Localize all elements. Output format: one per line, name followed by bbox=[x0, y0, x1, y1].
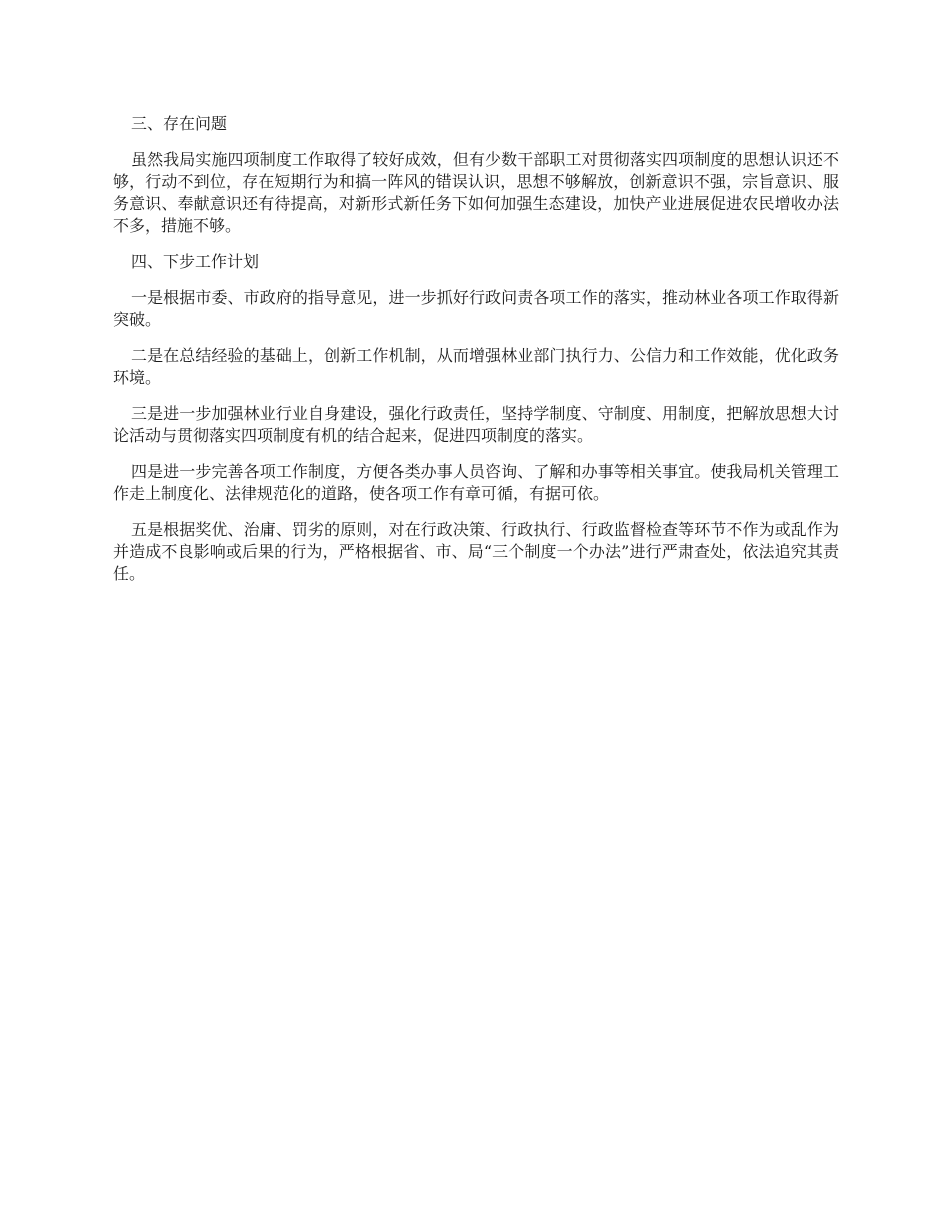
paragraph-plan-5: 五是根据奖优、治庸、罚劣的原则，对在行政决策、行政执行、行政监督检查等环节不作为或乱作为并造成不良影响或后果的行为，严格根据省、市、局“三个制度一个办法”进行严肃查处，依法追究其责任。 bbox=[113, 520, 839, 583]
section-heading-next-plan: 四、下步工作计划 bbox=[131, 252, 260, 271]
paragraph-plan-2: 二是在总结经验的基础上，创新工作机制，从而增强林业部门执行力、公信力和工作效能，优化政务环境。 bbox=[113, 346, 839, 387]
paragraph-plan-4: 四是进一步完善各项工作制度，方便各类办事人员咨询、了解和办事等相关事宜。使我局机关管理工作走上制度化、法律规范化的道路，使各项工作有章可循，有据可依。 bbox=[113, 462, 839, 503]
paragraph-plan-3: 三是进一步加强林业行业自身建设，强化行政责任，坚持学制度、守制度、用制度，把解放思想大讨论活动与贯彻落实四项制度有机的结合起来，促进四项制度的落实。 bbox=[113, 404, 839, 445]
paragraph-problems: 虽然我局实施四项制度工作取得了较好成效，但有少数干部职工对贯彻落实四项制度的思想认识还不够，行动不到位，存在短期行为和搞一阵风的错误认识，思想不够解放，创新意识不强，宗旨意识、服务意识、奉献意识还有待提高，对新形式新任务下如何加强生态建设，加快产业进展促进农民增收办法不多，措施不够。 bbox=[113, 150, 839, 235]
document-page bbox=[113, 113, 839, 599]
paragraph-plan-1: 一是根据市委、市政府的指导意见，进一步抓好行政问责各项工作的落实，推动林业各项工作取得新突破。 bbox=[113, 288, 839, 329]
section-heading-problems: 三、存在问题 bbox=[131, 114, 228, 133]
